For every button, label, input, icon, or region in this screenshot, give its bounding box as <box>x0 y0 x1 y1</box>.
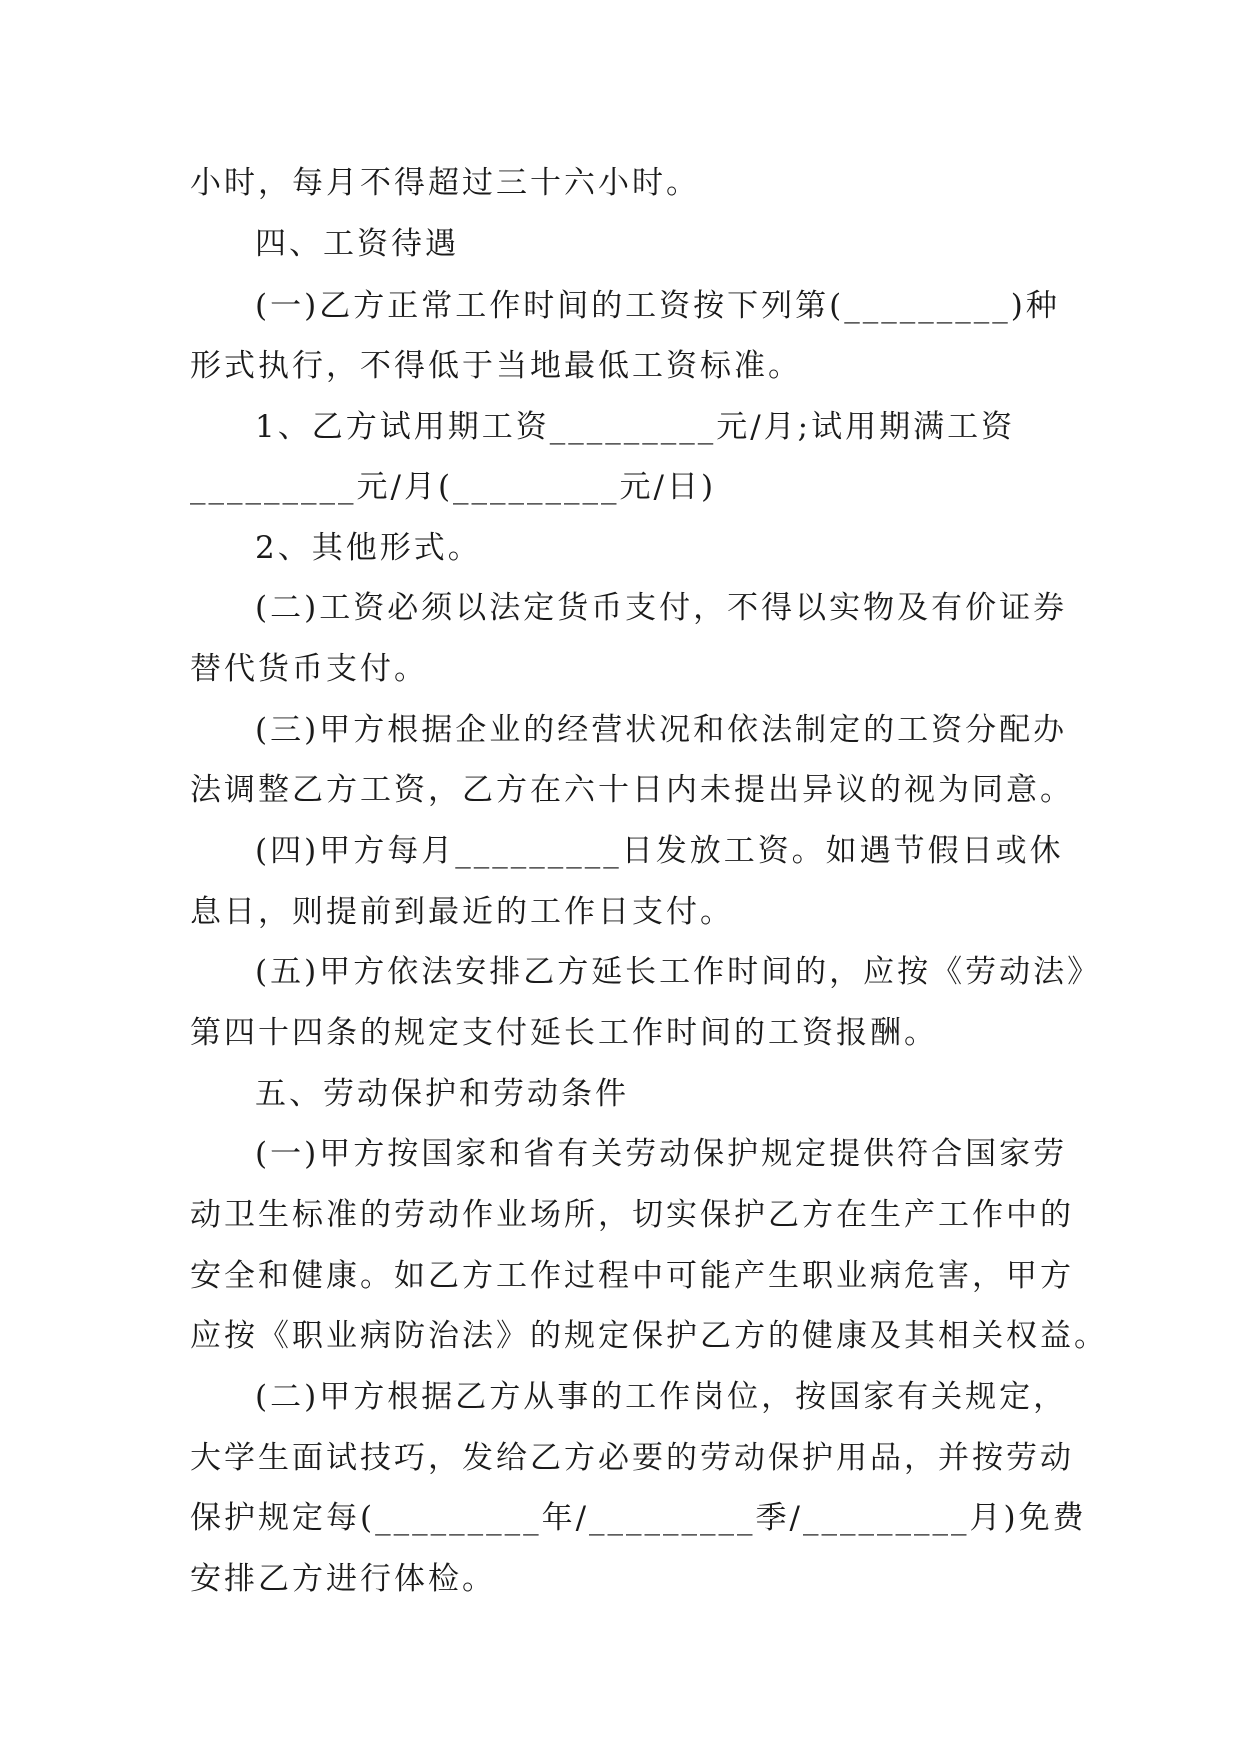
paragraph-line: 2、其他形式。 <box>255 530 482 566</box>
section-heading: 五、劳动保护和劳动条件 <box>255 1076 629 1112</box>
paragraph-line: (一)甲方按国家和省有关劳动保护规定提供符合国家劳 <box>255 1136 1068 1172</box>
section-heading: 四、工资待遇 <box>255 226 459 262</box>
paragraph-line: 动卫生标准的劳动作业场所，切实保护乙方在生产工作中的 <box>190 1197 1074 1233</box>
paragraph-line: (四)甲方每月_________日发放工资。如遇节假日或休 <box>255 833 1064 869</box>
paragraph-line: 大学生面试技巧，发给乙方必要的劳动保护用品，并按劳动 <box>190 1440 1074 1476</box>
paragraph-line: 法调整乙方工资，乙方在六十日内未提出异议的视为同意。 <box>190 772 1074 808</box>
paragraph-line: 1、乙方试用期工资_________元/月;试用期满工资 <box>255 409 1016 445</box>
paragraph-line: (五)甲方依法安排乙方延长工作时间的，应按《劳动法》 <box>255 954 1102 990</box>
paragraph-line: 第四十四条的规定支付延长工作时间的工资报酬。 <box>190 1015 938 1051</box>
paragraph-line: 息日，则提前到最近的工作日支付。 <box>190 894 734 930</box>
paragraph-line: 安全和健康。如乙方工作过程中可能产生职业病危害，甲方 <box>190 1258 1074 1294</box>
paragraph-line: 应按《职业病防治法》的规定保护乙方的健康及其相关权益。 <box>190 1318 1108 1354</box>
paragraph-line: 安排乙方进行体检。 <box>190 1561 496 1597</box>
paragraph-line: 小时，每月不得超过三十六小时。 <box>190 165 700 201</box>
paragraph-line: 形式执行，不得低于当地最低工资标准。 <box>190 348 802 384</box>
paragraph-line: _________元/月(_________元/日) <box>190 469 717 505</box>
paragraph-line: (三)甲方根据企业的经营状况和依法制定的工资分配办 <box>255 712 1068 748</box>
paragraph-line: 替代货币支付。 <box>190 651 428 687</box>
paragraph-line: (一)乙方正常工作时间的工资按下列第(_________)种 <box>255 288 1060 324</box>
paragraph-line: 保护规定每(_________年/_________季/_________月)免费 <box>190 1500 1087 1536</box>
paragraph-line: (二)工资必须以法定货币支付，不得以实物及有价证券 <box>255 590 1068 626</box>
paragraph-line: (二)甲方根据乙方从事的工作岗位，按国家有关规定， <box>255 1379 1068 1415</box>
